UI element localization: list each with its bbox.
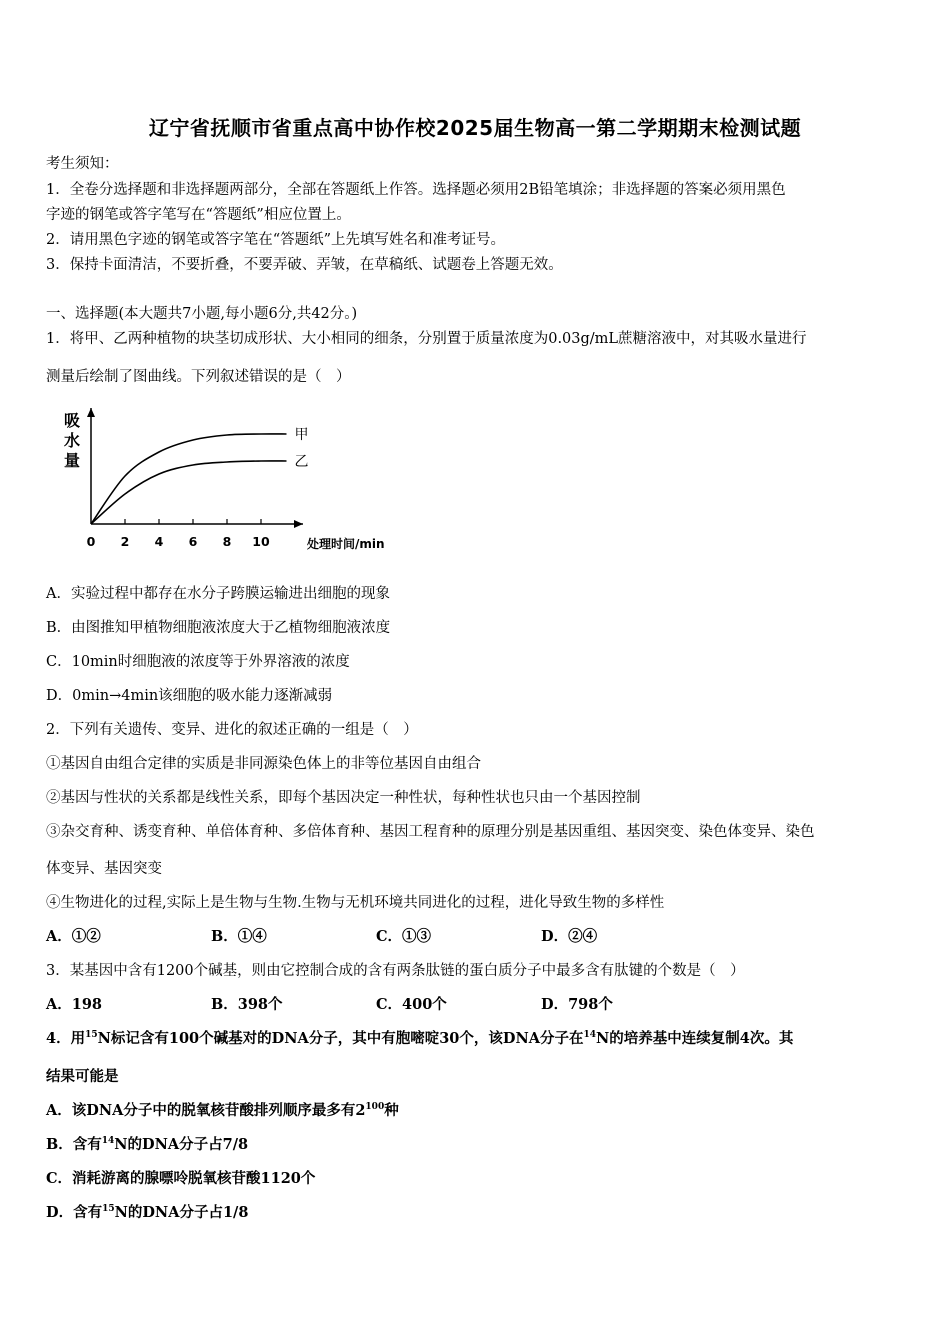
option-b: B．398个	[211, 996, 283, 1013]
notice-item: 2．请用黑色字迹的钢笔或答字笔在“答题纸”上先填写姓名和准考证号。	[46, 232, 506, 248]
option-text: B．含有	[46, 1136, 102, 1153]
option-d: D．②④	[541, 928, 598, 945]
option-c: C．400个	[376, 996, 447, 1013]
superscript: 14	[101, 1136, 115, 1146]
x-axis-label: 处理时间/min	[307, 537, 385, 551]
x-tick-label: 4	[154, 534, 164, 549]
stem-part: N的培养基中连续复制4次。其	[596, 1030, 794, 1047]
y-label-char: 吸	[63, 411, 81, 430]
question-2-options	[46, 925, 706, 946]
notice-item: 3．保持卡面清洁，不要折叠，不要弄破、弄皱，在草稿纸、试题卷上答题无效。	[46, 257, 563, 273]
option-text: A．该DNA分子中的脱氧核苷酸排列顺序最多有2	[46, 1102, 366, 1119]
series-label: 甲	[294, 427, 309, 443]
option-d: D．0min→4min该细胞的吸水能力逐渐减弱	[46, 688, 333, 704]
option-a: A．实验过程中都存在水分子跨膜运输进出细胞的现象	[46, 586, 390, 602]
statement: 体变异、基因突变	[46, 861, 162, 877]
section-heading: 一、选择题(本大题共7小题,每小题6分,共42分。)	[46, 306, 358, 322]
x-tick-label: 8	[222, 534, 232, 549]
stem-part: 4．用	[46, 1030, 86, 1047]
option-text: N的DNA分子占7/8	[114, 1136, 249, 1153]
option-text: N的DNA分子占1/8	[114, 1204, 249, 1221]
y-axis-arrow	[87, 408, 95, 417]
option-b: B．由图推知甲植物细胞液浓度大于乙植物细胞液浓度	[46, 620, 391, 636]
x-tick-label: 6	[188, 534, 198, 549]
option-text: D．含有	[46, 1204, 103, 1221]
notice-item: 字迹的钢笔或答字笔写在“答题纸”相应位置上。	[46, 207, 351, 223]
x-axis-arrow	[294, 520, 303, 528]
series-label: 乙	[294, 454, 309, 470]
superscript: 15	[85, 1030, 98, 1040]
statement: ③杂交育种、诱变育种、单倍体育种、多倍体育种、基因工程育种的原理分别是基因重组、基因突变、染色体变异、染色	[46, 824, 815, 840]
notice-heading: 考生须知：	[46, 156, 119, 172]
superscript: 14	[583, 1030, 597, 1040]
statement: ②基因与性状的关系都是线性关系，即每个基因决定一种性状，每种性状也只由一个基因控制	[46, 790, 641, 806]
notice-item: 1．全卷分选择题和非选择题两部分，全部在答题纸上作答。选择题必须用2B铅笔填涂；非选择题的答案必须用黑色	[46, 182, 786, 198]
option-a: A．198	[46, 996, 103, 1013]
statement: ④生物进化的过程,实际上是生物与生物.生物与无机环境共同进化的过程，进化导致生物的多样性	[46, 895, 665, 911]
question-3-stem: 3．某基因中含有1200个碱基，则由它控制合成的含有两条肽链的蛋白质分子中最多含有肽键的个数是（ ）	[46, 963, 745, 979]
x-tick-label: 0	[86, 534, 96, 549]
chart-series	[91, 427, 309, 524]
question-1-stem: 1．将甲、乙两种植物的块茎切成形状、大小相同的细条，分别置于质量浓度为0.03g/mL蔗糖溶液中，对其吸水量进行	[46, 331, 807, 347]
question-4-stem	[46, 1027, 793, 1048]
question-1-stem: 测量后绘制了图曲线。下列叙述错误的是（ ）	[46, 369, 351, 385]
page-title: 辽宁省抚顺市省重点高中协作校2025届生物高一第二学期期末检测试题	[148, 116, 802, 140]
option-a	[46, 1099, 399, 1120]
statement: ①基因自由组合定律的实质是非同源染色体上的非等位基因自由组合	[46, 756, 481, 772]
option-c: C．消耗游离的腺嘌呤脱氧核苷酸1120个	[46, 1170, 316, 1187]
y-label-char: 水	[63, 431, 81, 450]
x-tick-label: 2	[120, 534, 130, 549]
superscript: 100	[365, 1102, 385, 1112]
chart-axes	[87, 408, 303, 528]
option-c: C．①③	[376, 928, 432, 945]
series-line-甲	[91, 434, 287, 524]
option-b	[46, 1133, 248, 1154]
stem-part: N标记含有100个碱基对的DNA分子，其中有胞嘧啶30个，该DNA分子在	[97, 1030, 584, 1047]
y-label-char: 量	[63, 451, 81, 470]
option-d: D．798个	[541, 996, 613, 1013]
chart-y-label	[64, 411, 80, 470]
question-2-stem: 2．下列有关遗传、变异、进化的叙述正确的一组是（ ）	[46, 722, 418, 738]
option-text: 种	[384, 1102, 399, 1119]
option-d	[46, 1201, 248, 1222]
superscript: 15	[102, 1204, 115, 1214]
question-3-options	[46, 993, 706, 1014]
question-4-stem: 结果可能是	[46, 1068, 119, 1085]
option-a: A．①②	[46, 928, 101, 945]
water-absorption-chart	[55, 400, 385, 560]
x-tick-label: 10	[252, 534, 270, 549]
option-c: C．10min时细胞液的浓度等于外界溶液的浓度	[46, 654, 350, 670]
series-line-乙	[91, 461, 287, 524]
option-b: B．①④	[211, 928, 267, 945]
